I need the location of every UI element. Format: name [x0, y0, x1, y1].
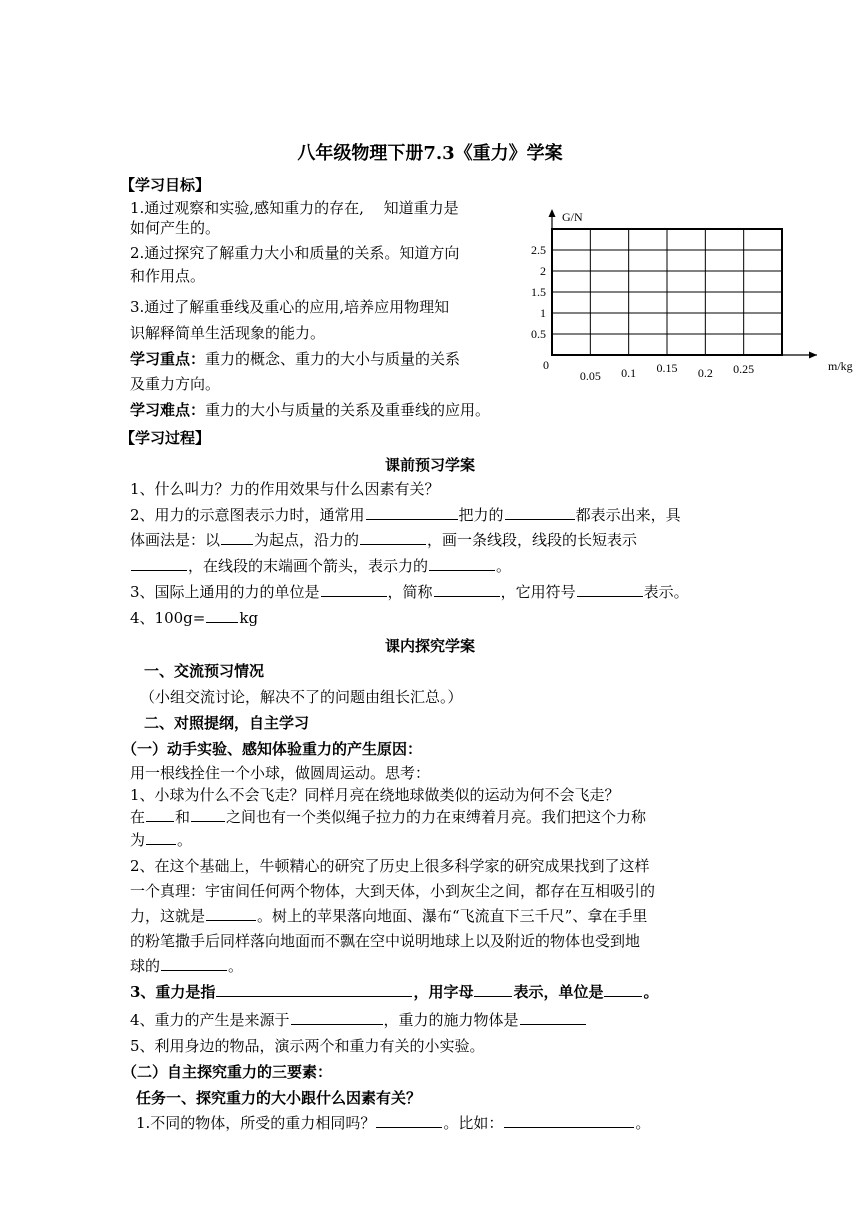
y-tick-label: 1.5 — [531, 285, 546, 299]
y-axis-arrow — [549, 209, 556, 217]
task-1-q1: 1.不同的物体，所受的重力相同吗？ 。比如： 。 — [136, 1114, 651, 1132]
x-tick-label: 0.1 — [621, 366, 637, 380]
difficult-line — [130, 400, 490, 420]
blank[interactable] — [577, 582, 643, 597]
explore-q5: 5、利用身边的物品，演示两个和重力有关的小实验。 — [130, 1037, 485, 1055]
process-heading: 【学习过程】 — [120, 429, 211, 447]
explore-q2-line-2: 一个真理：宇宙间任何两个物体，大到天体，小到灰尘之间，都存在互相吸引的 — [130, 882, 656, 900]
preview-q2-line-3: ，在线段的末端画个箭头，表示力的 。 — [130, 556, 511, 576]
key-points-label: 学习重点： — [130, 350, 206, 368]
explore-q1-line-3: 为 。 — [130, 831, 193, 849]
difficult-label: 学习难点： — [130, 401, 206, 419]
key-points-line-2: 及重力方向。 — [130, 375, 221, 393]
key-points-text: 重力的概念、重力的大小与质量的关系 — [205, 350, 461, 368]
x-tick-label: 0.25 — [733, 362, 755, 376]
blank[interactable] — [291, 1010, 383, 1025]
x-tick-label: 0.2 — [697, 366, 713, 380]
y-tick-label: 0.5 — [531, 327, 546, 341]
explore-heading: 课内探究学案 — [384, 637, 475, 655]
blank[interactable] — [474, 982, 512, 997]
explore-q3: 3、重力是指 ，用字母 表示，单位是 。 — [130, 983, 659, 1001]
blank[interactable] — [161, 956, 227, 971]
preview-q2-line-2: 体画法是：以 为起点，沿力的 ，画一条线段，线段的长短表示 — [130, 531, 638, 549]
part-1-intro: 用一根线拴住一个小球，做圆周运动。思考： — [130, 764, 431, 782]
explore-q2-line-5: 球的 。 — [130, 957, 244, 975]
blank[interactable] — [366, 505, 458, 520]
explore-q2-line-1: 2、在这个基础上，牛顿精心的研究了历史上很多科学家的研究成果找到了这样 — [130, 857, 650, 875]
blank[interactable] — [504, 1113, 634, 1128]
preview-q3: 3、国际上通用的力的单位是 ，简称 ，它用符号 表示。 — [130, 583, 689, 601]
y-tick-label: 1 — [540, 306, 546, 320]
blank[interactable] — [221, 530, 253, 545]
blank[interactable] — [206, 906, 256, 921]
preview-q4: 4、100g= kg — [130, 609, 259, 627]
key-points-line-1 — [130, 349, 460, 369]
explore-q1: 1、小球为什么不会飞走？同样月亮在绕地球做类似的运动为何不会飞走？ — [130, 786, 620, 804]
section-2-heading: 二、对照提纲，自主学习 — [144, 714, 310, 732]
blank[interactable] — [321, 582, 387, 597]
blank[interactable] — [434, 582, 500, 597]
blank[interactable] — [604, 982, 642, 997]
x-tick-label: 0.05 — [579, 369, 601, 383]
blank[interactable] — [146, 830, 176, 845]
preview-heading: 课前预习学案 — [384, 456, 475, 474]
difficult-text: 重力的大小与质量的关系及重垂线的应用。 — [205, 401, 491, 419]
objective-line-2: 如何产生的。 — [130, 219, 221, 237]
y-tick-label: 2.5 — [531, 243, 546, 257]
objective-line-4: 和作用点。 — [130, 267, 206, 285]
x-tick-label: 0.15 — [656, 361, 678, 375]
origin-label: 0 — [543, 358, 549, 372]
blank[interactable] — [216, 982, 412, 997]
blank[interactable] — [520, 1010, 586, 1025]
explore-q2-line-4: 的粉笔撒手后同样落向地面而不飘在空中说明地球上以及附近的物体也受到地 — [130, 932, 641, 950]
blank[interactable] — [131, 556, 187, 571]
blank[interactable] — [191, 807, 225, 822]
part-1-heading: （一）动手实验、感知体验重力的产生原因： — [122, 740, 423, 758]
blank[interactable] — [360, 530, 426, 545]
objective-line-6: 识解释简单生活现象的能力。 — [130, 324, 326, 342]
x-axis-arrow — [809, 352, 817, 359]
page-title: 八年级物理下册7.3《重力》学案 — [297, 143, 563, 164]
explore-q1-line-2: 在 和 之间也有一个类似绳子拉力的力在束缚着月亮。我们把这个力称 — [130, 808, 647, 826]
preview-q2-line-1: 2、用力的示意图表示力时，通常用 把力的 都表示出来，具 — [130, 506, 681, 524]
y-tick-label: 2 — [540, 264, 546, 278]
y-axis-label: G/N — [562, 210, 583, 224]
part-2-heading: （二）自主探究重力的三要素： — [122, 1063, 333, 1081]
section-1-note: （小组交流讨论，解决不了的问题由组长汇总。） — [140, 688, 463, 706]
objective-line-5: 3.通过了解重垂线及重心的应用,培养应用物理知 — [130, 298, 450, 316]
blank[interactable] — [146, 807, 174, 822]
task-1-heading: 任务一、探究重力的大小跟什么因素有关？ — [136, 1089, 422, 1107]
objectives-heading: 【学习目标】 — [120, 176, 211, 194]
explore-q2-line-3: 力，这就是 。树上的苹果落向地面、瀑布“飞流直下三千尺”、拿在手里 — [130, 907, 648, 925]
blank[interactable] — [505, 505, 575, 520]
blank[interactable] — [376, 1113, 442, 1128]
blank[interactable] — [429, 556, 495, 571]
objective-line-3: 2.通过探究了解重力大小和质量的关系。知道方向 — [130, 244, 460, 262]
section-1-heading: 一、交流预习情况 — [144, 662, 265, 680]
blank[interactable] — [206, 608, 238, 623]
objective-line-1: 1.通过观察和实验,感知重力的存在, 知道重力是 — [130, 199, 459, 217]
x-axis-label: m/kg — [828, 359, 853, 373]
explore-q4: 4、重力的产生是来源于 ，重力的施力物体是 — [130, 1010, 587, 1030]
gravity-mass-graph — [520, 205, 853, 385]
preview-q1: 1、什么叫力？力的作用效果与什么因素有关？ — [130, 480, 440, 498]
